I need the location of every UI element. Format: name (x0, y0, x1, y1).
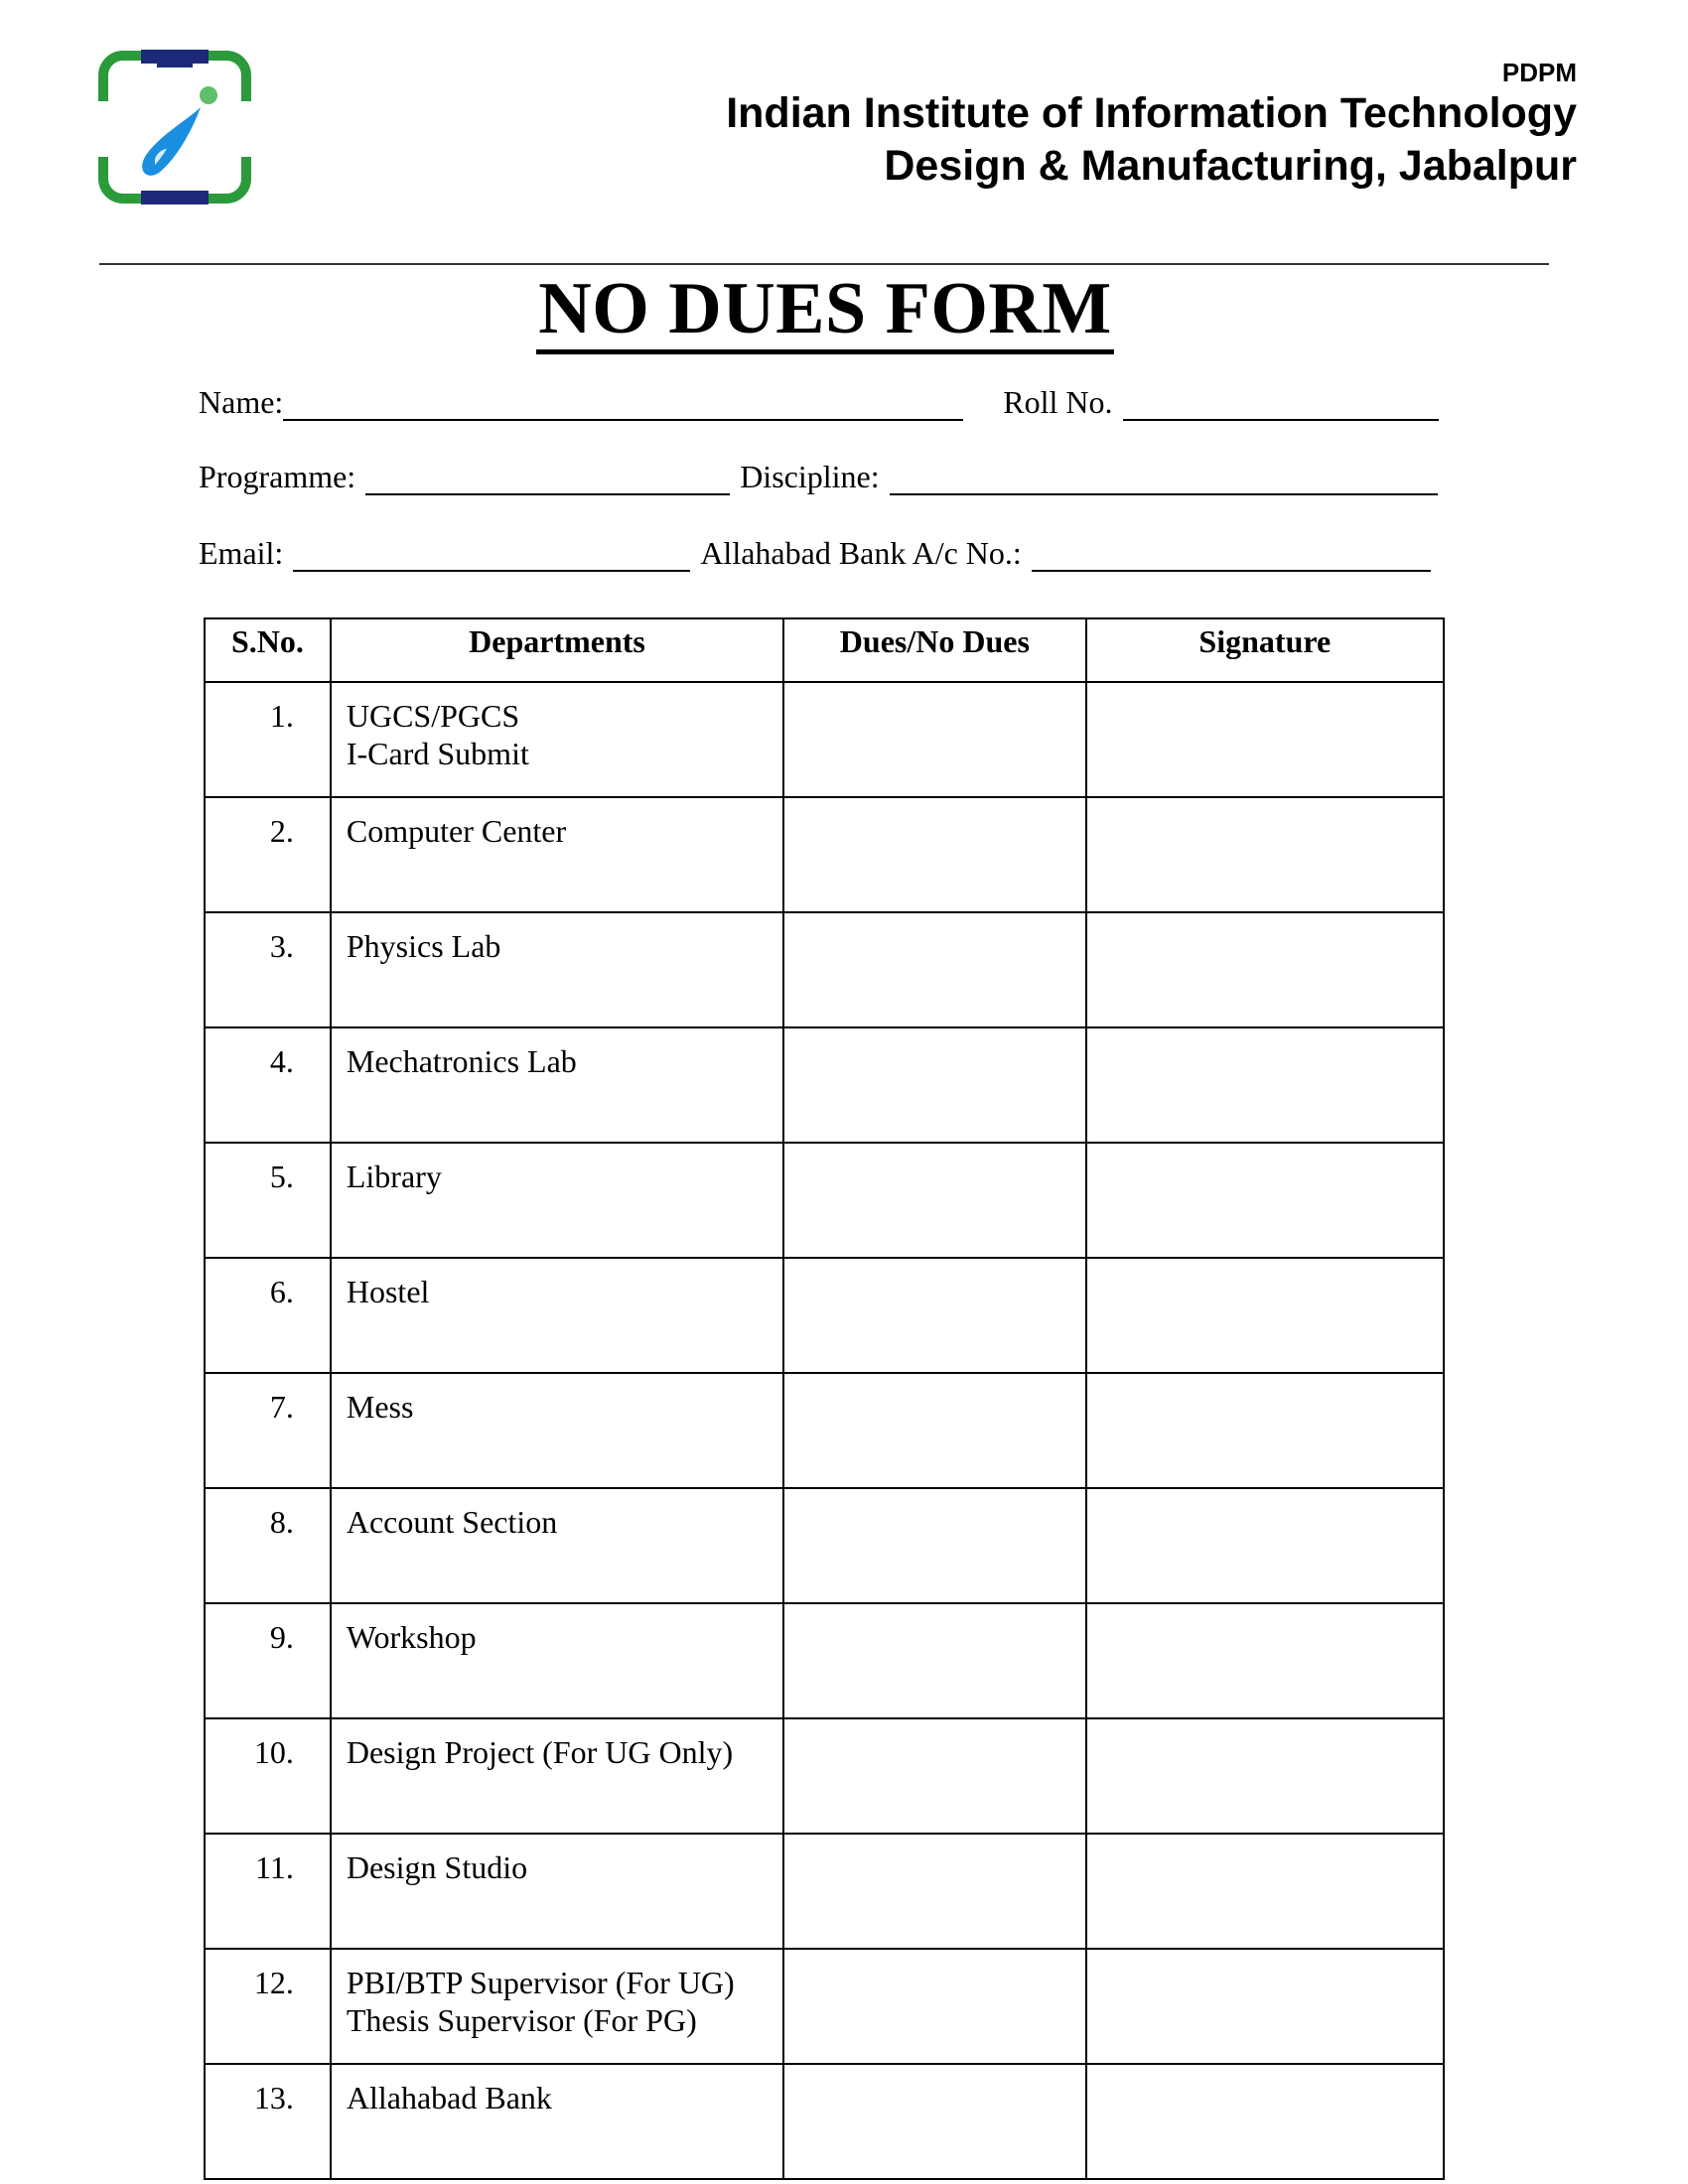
row-department (331, 1373, 783, 1488)
row-sno: 6. (205, 1258, 331, 1373)
department-name-line: PBI/BTP Supervisor (For UG) (346, 1965, 735, 2000)
department-name-line: UGCS/PGCS (346, 698, 520, 734)
institute-name-line1: Indian Institute of Information Technology (726, 89, 1577, 137)
logo-drop (142, 107, 201, 176)
row-dues-cell[interactable] (783, 1718, 1085, 1834)
row-dues-cell[interactable] (783, 1027, 1085, 1143)
table-row (205, 682, 1444, 797)
row-department (331, 1834, 783, 1949)
page-title (0, 266, 1650, 351)
table-row (205, 1949, 1444, 2064)
row-department (331, 1949, 783, 2064)
table-row (205, 1143, 1444, 1258)
row-department (331, 1718, 783, 1834)
row-sno: 10. (205, 1718, 331, 1834)
table-header-row (205, 618, 1444, 682)
department-name-line: Design Project (For UG Only) (346, 1734, 734, 1770)
table-row (205, 797, 1444, 912)
row-signature-cell[interactable] (1086, 1258, 1444, 1373)
department-name-line: Mess (346, 1389, 414, 1425)
row-sno: 5. (205, 1143, 331, 1258)
row-signature-cell[interactable] (1086, 1027, 1444, 1143)
row-department (331, 1258, 783, 1373)
email-field[interactable] (293, 536, 690, 572)
bank-account-label: Allahabad Bank A/c No.: (700, 535, 1022, 571)
row-dues-cell[interactable] (783, 1949, 1085, 2064)
row-sno: 8. (205, 1488, 331, 1603)
institute-logo (97, 50, 252, 205)
email-bank-row (199, 528, 1452, 572)
table-row (205, 1718, 1444, 1834)
col-sno-header: S.No. (205, 618, 331, 682)
row-sno: 1. (205, 682, 331, 797)
name-label: Name: (199, 384, 284, 420)
table-row (205, 1488, 1444, 1603)
discipline-label: Discipline: (740, 459, 880, 494)
table-row (205, 1027, 1444, 1143)
row-sno: 11. (205, 1834, 331, 1949)
department-name-line: Workshop (346, 1619, 477, 1655)
table-row (205, 1373, 1444, 1488)
row-dues-cell[interactable] (783, 1373, 1085, 1488)
row-sno: 13. (205, 2064, 331, 2179)
row-department (331, 912, 783, 1027)
bank-account-field[interactable] (1032, 536, 1431, 572)
table-row (205, 1258, 1444, 1373)
row-signature-cell[interactable] (1086, 1488, 1444, 1603)
institute-name-line2: Design & Manufacturing, Jabalpur (884, 142, 1577, 190)
row-sno: 3. (205, 912, 331, 1027)
table-row (205, 1603, 1444, 1718)
row-department (331, 682, 783, 797)
row-sno: 4. (205, 1027, 331, 1143)
row-sno: 12. (205, 1949, 331, 2064)
row-dues-cell[interactable] (783, 1143, 1085, 1258)
name-roll-row (199, 377, 1452, 421)
email-label: Email: (199, 535, 284, 571)
row-dues-cell[interactable] (783, 1603, 1085, 1718)
page-title-text: NO DUES FORM (536, 268, 1113, 354)
row-dues-cell[interactable] (783, 682, 1085, 797)
table-row (205, 1834, 1444, 1949)
department-name-line: Mechatronics Lab (346, 1043, 577, 1079)
row-signature-cell[interactable] (1086, 1143, 1444, 1258)
row-signature-cell[interactable] (1086, 912, 1444, 1027)
row-signature-cell[interactable] (1086, 1718, 1444, 1834)
logo-frame (103, 56, 246, 199)
row-signature-cell[interactable] (1086, 1603, 1444, 1718)
col-departments-header: Departments (331, 618, 783, 682)
department-name-line: Design Studio (346, 1849, 528, 1885)
row-signature-cell[interactable] (1086, 797, 1444, 912)
institute-name (726, 87, 1577, 193)
row-department (331, 2064, 783, 2179)
logo-bottom-bar (141, 191, 209, 205)
form-code: PDPM (1501, 58, 1577, 87)
row-dues-cell[interactable] (783, 912, 1085, 1027)
row-sno: 9. (205, 1603, 331, 1718)
department-name-line: Physics Lab (346, 928, 501, 964)
department-name-line: Allahabad Bank (346, 2080, 552, 2116)
department-name-line: Computer Center (346, 813, 567, 849)
row-signature-cell[interactable] (1086, 682, 1444, 797)
row-department (331, 797, 783, 912)
department-name-line: Library (346, 1159, 442, 1194)
name-field[interactable] (283, 385, 963, 421)
logo-dot (200, 86, 217, 104)
roll-label: Roll No. (1003, 384, 1113, 420)
dues-table (204, 617, 1445, 2180)
programme-discipline-row (199, 452, 1452, 495)
row-dues-cell[interactable] (783, 1834, 1085, 1949)
row-dues-cell[interactable] (783, 1488, 1085, 1603)
header-divider (99, 263, 1549, 265)
row-signature-cell[interactable] (1086, 1834, 1444, 1949)
row-sno: 2. (205, 797, 331, 912)
programme-field[interactable] (365, 460, 730, 495)
roll-field[interactable] (1123, 385, 1439, 421)
department-name-line: Hostel (346, 1274, 430, 1309)
col-dues-header: Dues/No Dues (783, 618, 1085, 682)
department-name-line: I-Card Submit (346, 736, 529, 771)
dues-table-body (205, 682, 1444, 2179)
table-row (205, 912, 1444, 1027)
table-row (205, 2064, 1444, 2179)
department-name-line: Thesis Supervisor (For PG) (346, 2002, 697, 2038)
discipline-field[interactable] (890, 460, 1438, 495)
row-signature-cell[interactable] (1086, 1373, 1444, 1488)
row-department (331, 1603, 783, 1718)
programme-label: Programme: (199, 459, 356, 494)
row-dues-cell[interactable] (783, 797, 1085, 912)
row-sno: 7. (205, 1373, 331, 1488)
department-name-line: Account Section (346, 1504, 558, 1540)
row-signature-cell[interactable] (1086, 2064, 1444, 2179)
row-department (331, 1143, 783, 1258)
row-department (331, 1027, 783, 1143)
row-dues-cell[interactable] (783, 2064, 1085, 2179)
row-signature-cell[interactable] (1086, 1949, 1444, 2064)
col-signature-header: Signature (1086, 618, 1444, 682)
row-dues-cell[interactable] (783, 1258, 1085, 1373)
row-department (331, 1488, 783, 1603)
